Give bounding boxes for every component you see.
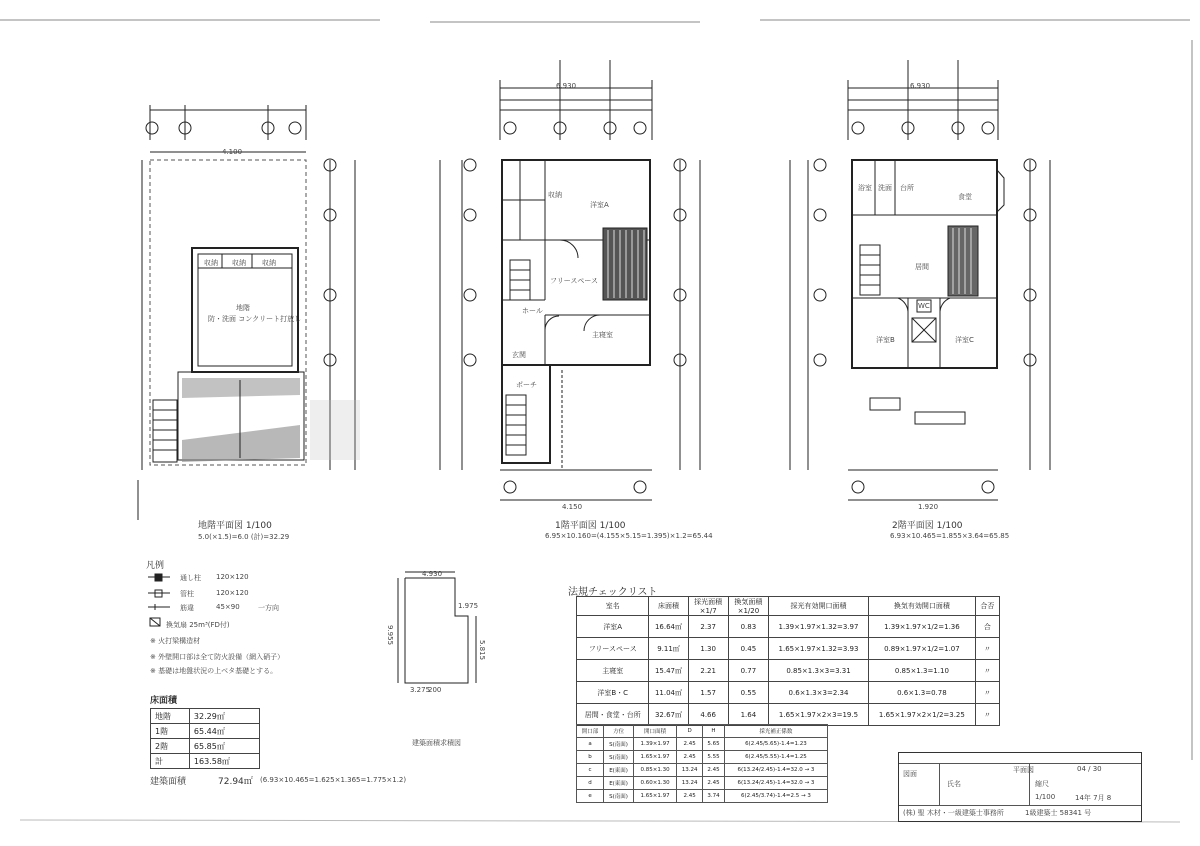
- cell: 4.66: [688, 704, 728, 726]
- legend-item-note: 一方向: [258, 604, 279, 612]
- cell: 〃: [975, 638, 999, 660]
- table-row: [151, 709, 260, 724]
- cell: 5.55: [703, 751, 725, 764]
- area-name: 計: [151, 754, 190, 769]
- legend-note: ※ 外壁開口部は全て防火設備（網入硝子）: [150, 653, 285, 661]
- cell: S(南面): [604, 751, 634, 764]
- title-block-creator: (株) 聖 木材・一級建築士事務所: [903, 809, 1004, 817]
- cell: 0.77: [728, 660, 768, 682]
- cell: 1.65×1.97×2×1/2=3.25: [868, 704, 975, 726]
- second-floor-plan-title: 2階平面図 1/100: [892, 521, 963, 531]
- legend-symbols: [148, 574, 170, 626]
- cell: 0.85×1.3=1.10: [868, 660, 975, 682]
- table-row: [151, 739, 260, 754]
- dimension-label: 6.930: [556, 82, 577, 90]
- cell: 主寝室: [577, 660, 649, 682]
- legend-item-size: 120×120: [216, 573, 249, 581]
- table-row: [577, 777, 828, 790]
- cell: 6(2.45/5.55)-1.4=1.25: [724, 751, 827, 764]
- area-value: 65.44㎡: [189, 724, 259, 739]
- column-header: [728, 597, 768, 616]
- room-label-living: 居間: [915, 263, 929, 271]
- divider: [939, 763, 940, 805]
- room-sublabel-basement: 防・洗面 コンクリート打放し: [208, 315, 302, 323]
- cell: 0.83: [728, 616, 768, 638]
- cell: 0.45: [728, 638, 768, 660]
- cell: 1.65×1.97: [634, 790, 677, 803]
- lighting-calc-table: [576, 724, 828, 803]
- building-area-diagram: [398, 572, 479, 683]
- cell: b: [577, 751, 604, 764]
- legend-item-size: 45×90: [216, 603, 240, 611]
- column-header-text: 換気面積: [734, 598, 763, 606]
- column-header-text: 採光面積: [694, 598, 723, 606]
- checklist-title: 法規チェックリスト: [568, 587, 658, 598]
- site-dimension: 1.975: [458, 602, 479, 610]
- column-header: D: [677, 725, 703, 738]
- room-label-room-b: 洋室B: [876, 336, 895, 344]
- room-label: 収納: [204, 259, 218, 267]
- room-label-dining: 食堂: [958, 193, 972, 201]
- room-label-basement: 地階: [236, 304, 250, 312]
- cell: 0.85×1.30: [634, 764, 677, 777]
- table-row: [577, 764, 828, 777]
- basement-plan-title: 地階平面図 1/100: [198, 521, 272, 531]
- column-header: 開口部: [577, 725, 604, 738]
- cell: 2.45: [677, 751, 703, 764]
- cell: 0.89×1.97×1/2=1.07: [868, 638, 975, 660]
- cell: 6(2.45/3.74)-1.4=2.5 → 3: [724, 790, 827, 803]
- divider: [899, 805, 1141, 806]
- table-row: [577, 660, 1000, 682]
- room-label-room-c: 洋室C: [955, 336, 974, 344]
- site-dimension: 200: [428, 686, 442, 694]
- area-value: 32.29㎡: [189, 709, 259, 724]
- cell: 2.45: [703, 764, 725, 777]
- column-subheader: ×1/20: [737, 607, 760, 615]
- title-block-registration: 1級建築士 58341 号: [1025, 809, 1092, 817]
- column-header: 方位: [604, 725, 634, 738]
- title-block-month: 14年 7月 8: [1075, 794, 1112, 802]
- site-dimension: 3.275: [410, 686, 431, 694]
- area-name: 2階: [151, 739, 190, 754]
- cell: 1.39×1.97: [634, 738, 677, 751]
- table-row: [577, 751, 828, 764]
- cell: E(東面): [604, 777, 634, 790]
- area-name: 地階: [151, 709, 190, 724]
- title-block-scale-label: 縮尺: [1035, 780, 1049, 788]
- cell: 2.21: [688, 660, 728, 682]
- cell: S(南面): [604, 738, 634, 751]
- legend-note: ※ 火打梁構造材: [150, 637, 201, 645]
- cell: S(南面): [604, 790, 634, 803]
- cell: 0.6×1.3=0.78: [868, 682, 975, 704]
- legend-note: ※ 基礎は地盤状況の上ベタ基礎とする。: [150, 667, 278, 675]
- room-label-kitchen: 台所: [900, 184, 914, 192]
- cell: 6(2.45/5.65)-1.4=1.23: [724, 738, 827, 751]
- cell: 13.24: [677, 777, 703, 790]
- site-dimension: 9.955: [386, 625, 394, 646]
- basement-plan-calc: 5.0(×1.5)=6.0 (計)=32.29: [198, 533, 290, 541]
- cell: 1.65×1.97: [634, 751, 677, 764]
- cell: 合: [975, 616, 999, 638]
- dimension-label: 4.100: [222, 148, 243, 156]
- cell: 13.24: [677, 764, 703, 777]
- dimension-label: 6.930: [910, 82, 931, 90]
- table-row: [577, 682, 1000, 704]
- first-floor-plan-title: 1階平面図 1/100: [555, 521, 626, 531]
- column-header: H: [703, 725, 725, 738]
- cell: 32.67㎡: [649, 704, 688, 726]
- cell: c: [577, 764, 604, 777]
- cell: 9.11㎡: [649, 638, 688, 660]
- cell: 6(13.24/2.45)-1.4=32.0 → 3: [724, 764, 827, 777]
- cell: 洋室A: [577, 616, 649, 638]
- building-area-value: 72.94㎡: [218, 777, 253, 787]
- building-area-label: 建築面積: [150, 777, 187, 787]
- table-header-row: [577, 725, 828, 738]
- cell: 〃: [975, 704, 999, 726]
- table-row: [577, 704, 1000, 726]
- cell: フリースペース: [577, 638, 649, 660]
- checklist-table: [576, 596, 1000, 726]
- site-dimension: 4.930: [422, 570, 443, 578]
- area-value: 163.58㎡: [189, 754, 259, 769]
- room-label-porch: ポーチ: [516, 381, 537, 389]
- divider: [1029, 763, 1030, 805]
- room-label-storage-1f: 収納: [548, 191, 562, 199]
- table-row: [577, 790, 828, 803]
- cell: e: [577, 790, 604, 803]
- area-name: 1階: [151, 724, 190, 739]
- cell: d: [577, 777, 604, 790]
- cell: 1.65×1.97×1.32=3.93: [769, 638, 869, 660]
- cell: 0.6×1.3×3=2.34: [769, 682, 869, 704]
- title-block-scale: 1/100: [1035, 793, 1056, 801]
- legend-item-label: 通し柱: [180, 574, 201, 582]
- cell: 0.55: [728, 682, 768, 704]
- title-block-designer: 氏名: [947, 780, 961, 788]
- cell: 6(13.24/2.45)-1.4=32.0 → 3: [724, 777, 827, 790]
- cell: 1.30: [688, 638, 728, 660]
- cell: 1.39×1.97×1.32=3.97: [769, 616, 869, 638]
- second-floor-plan-calc: 6.93×10.465=1.855×3.64=65.85: [890, 532, 1010, 540]
- legend-item-size: 120×120: [216, 589, 249, 597]
- site-caption: 建築面積求積図: [412, 739, 461, 747]
- room-label: 収納: [232, 259, 246, 267]
- divider: [899, 763, 1141, 764]
- cell: 11.04㎡: [649, 682, 688, 704]
- dimension-label: 4.150: [562, 503, 583, 511]
- cell: 〃: [975, 660, 999, 682]
- cell: 0.85×1.3×3=3.31: [769, 660, 869, 682]
- table-row: [151, 724, 260, 739]
- cell: 2.37: [688, 616, 728, 638]
- cell: 1.57: [688, 682, 728, 704]
- building-area-calc: (6.93×10.465=1.625×1.365=1.775×1.2): [260, 776, 407, 784]
- title-block: [898, 752, 1142, 822]
- table-row: [577, 738, 828, 751]
- legend-extra: 換気扇 25m³(FD付): [166, 621, 230, 629]
- room-label-free-space: フリースペース: [550, 277, 599, 285]
- dimension-label: 1.920: [918, 503, 939, 511]
- cell: 2.45: [677, 738, 703, 751]
- cell: 居間・食堂・台所: [577, 704, 649, 726]
- area-value: 65.85㎡: [189, 739, 259, 754]
- cell: 1.39×1.97×1/2=1.36: [868, 616, 975, 638]
- basement-storage-labels: [196, 252, 296, 272]
- table-row: [151, 754, 260, 769]
- column-header: 開口面積: [634, 725, 677, 738]
- table-row: [577, 638, 1000, 660]
- title-block-label: 図面: [903, 770, 917, 778]
- room-label-entrance: 玄関: [512, 351, 526, 359]
- room-label-bath: 浴室: [858, 184, 872, 192]
- room-label-hall: ホール: [522, 307, 543, 315]
- column-header: 合否: [975, 597, 999, 616]
- cell: E(東面): [604, 764, 634, 777]
- room-label-main-bedroom: 主寝室: [592, 331, 613, 339]
- column-header: 換気有効開口面積: [868, 597, 975, 616]
- column-header: 室名: [577, 597, 649, 616]
- first-floor-plan-calc: 6.95×10.160=(4.155×5.15=1.395)×1.2=65.44: [545, 532, 713, 540]
- room-label-wash: 洗面: [878, 184, 892, 192]
- title-block-name: 平面図: [1013, 766, 1034, 774]
- floor-area-panel: [150, 693, 260, 769]
- cell: a: [577, 738, 604, 751]
- basement-texture: [310, 400, 360, 460]
- cell: 洋室B・C: [577, 682, 649, 704]
- column-header: 床面積: [649, 597, 688, 616]
- room-label: 収納: [262, 259, 276, 267]
- legend-item-label: 管柱: [180, 590, 194, 598]
- room-label-yoshitsu-a: 洋室A: [590, 201, 609, 209]
- floor-area-table: [150, 708, 260, 769]
- cell: 15.47㎡: [649, 660, 688, 682]
- title-block-date: 04 / 30: [1077, 765, 1102, 773]
- cell: 〃: [975, 682, 999, 704]
- cell: 1.65×1.97×2×3=19.5: [769, 704, 869, 726]
- cell: 16.64㎡: [649, 616, 688, 638]
- legend-title: 凡例: [146, 561, 165, 571]
- cell: 2.45: [703, 777, 725, 790]
- floor-area-title: 床面積: [150, 696, 178, 706]
- table-row: [577, 616, 1000, 638]
- legend-item-label: 筋違: [180, 604, 194, 612]
- cell: 1.64: [728, 704, 768, 726]
- column-subheader: ×1/7: [699, 607, 717, 615]
- cell: 5.65: [703, 738, 725, 751]
- cell: 0.60×1.30: [634, 777, 677, 790]
- cell: 2.45: [677, 790, 703, 803]
- column-header: [688, 597, 728, 616]
- room-label-wc-2f: WC: [918, 302, 930, 310]
- column-header: 採光有効開口面積: [769, 597, 869, 616]
- cell: 3.74: [703, 790, 725, 803]
- second-floor-plan: [790, 60, 1050, 500]
- site-dimension: 5.815: [478, 640, 486, 661]
- column-header: 採光補正係数: [724, 725, 827, 738]
- table-header-row: [577, 597, 1000, 616]
